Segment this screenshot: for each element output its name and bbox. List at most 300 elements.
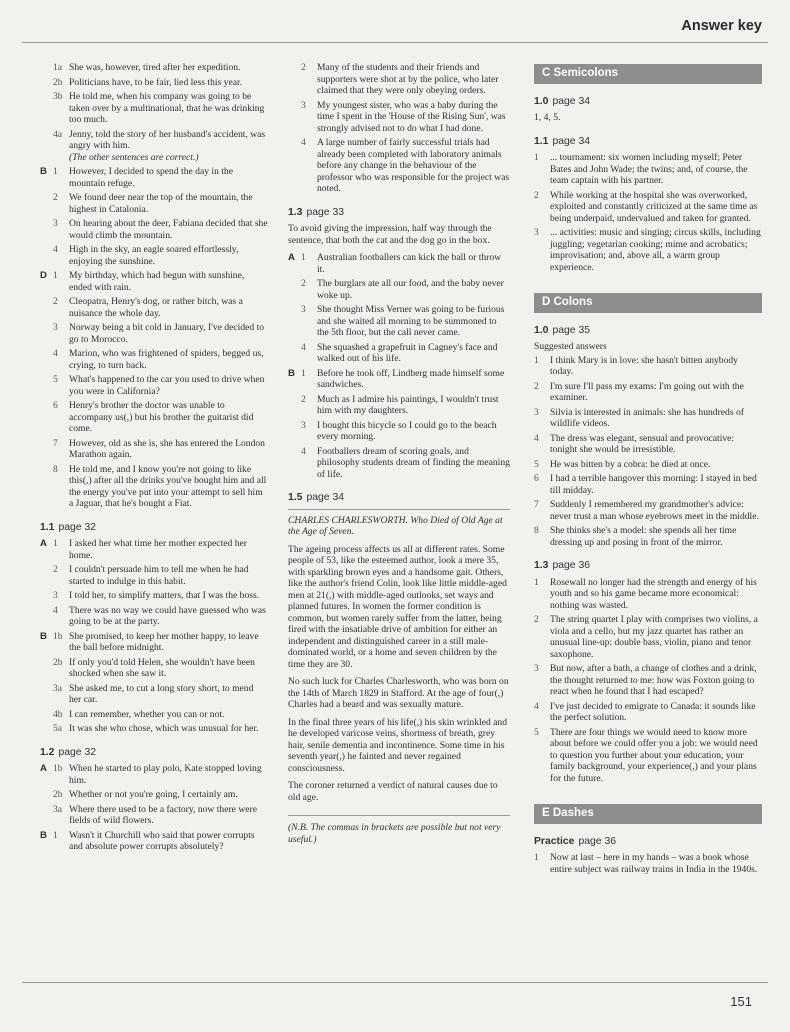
list-item (288, 137, 510, 195)
section-letter: A (40, 763, 47, 774)
section-letter (288, 394, 301, 417)
section-letter: B (40, 166, 47, 177)
list-item (40, 804, 268, 827)
answer-text: 1, 4, 5. (534, 112, 561, 123)
passage-body (288, 544, 510, 804)
item-text-wrap (317, 394, 510, 417)
item-text: However, I decided to spend the day in the mountain refuge. (69, 166, 233, 189)
list-item (40, 77, 268, 89)
list-item (40, 91, 268, 126)
section-letter (40, 605, 53, 628)
item-number: 2 (53, 296, 58, 307)
item-text-wrap (69, 322, 268, 345)
item-number: 2 (53, 192, 58, 203)
section-letter (40, 348, 53, 371)
item-number: 3 (534, 663, 539, 674)
section-letter (288, 304, 301, 339)
item-text: Silvia is interested in animals: she has hundreds of wildlife videos. (550, 406, 744, 429)
item-text: If only you'd told Helen, she wouldn't have been shocked when she saw it. (69, 656, 255, 679)
section-letter: A (288, 252, 295, 263)
list-item (40, 709, 268, 721)
header-divider (22, 42, 768, 43)
item-number: 3 (53, 322, 58, 333)
entry-list-e (534, 852, 762, 875)
section-letter (40, 296, 53, 319)
item-text-wrap (69, 77, 268, 89)
item-text: There are four things we would need to know more about before we could offer you a job: we would need to question you further about your education, your family background, your experience(,) and your plans for the future. (550, 726, 758, 784)
section-letter: B (40, 829, 47, 841)
list-item (40, 400, 268, 435)
item-text: Wasn't it Churchill who said that power corrupts and absolute power corrupts absolutely? (69, 829, 255, 852)
section-bar-semicolons: C Semicolons (534, 64, 762, 84)
item-text: She thought Miss Verner was going to be furious and she waited all morning to be summoned to the 5th floor, but the call never came. (317, 304, 505, 338)
list-item (40, 322, 268, 345)
item-number: 6 (534, 473, 539, 484)
item-text-wrap (550, 433, 762, 456)
list-item (40, 270, 268, 293)
section-heading-d-1-3: 1.3 page 36 (534, 560, 591, 571)
passage-paragraph: The coroner returned a verdict of natural causes due to old age. (288, 780, 498, 803)
item-number: 4 (534, 700, 539, 712)
column-2 (288, 62, 510, 845)
item-text: I'm sure I'll pass my exams: I'm going out with the examiner. (550, 380, 744, 403)
item-text: High in the sky, an eagle soared effortlessly, enjoying the sunshine. (69, 244, 239, 267)
item-text-wrap (69, 804, 268, 827)
entry-list-1-1 (40, 538, 268, 735)
item-text-wrap (69, 789, 268, 801)
item-text: There was no way we could have guessed who was going to be at the party. (69, 604, 266, 627)
section-heading-1-5: 1.5 page 34 (288, 492, 345, 503)
section-letter (40, 77, 53, 89)
item-number: 1a (53, 62, 63, 73)
list-item (40, 789, 268, 801)
item-text-wrap (317, 252, 510, 275)
item-text-wrap (550, 407, 762, 430)
item-text: Where there used to be a factory, now there were fields of wild flowers. (69, 803, 257, 826)
item-number: 4b (53, 708, 63, 720)
item-number: 5 (53, 374, 58, 385)
item-number: 2b (53, 76, 63, 88)
item-number: 1 (534, 852, 539, 863)
item-text-wrap (69, 218, 268, 241)
item-text-wrap (69, 129, 268, 164)
item-text-wrap (69, 564, 268, 587)
item-note: (The other sentences are correct.) (69, 151, 199, 163)
item-number: 1 (53, 166, 58, 177)
section-letter (40, 374, 53, 397)
item-text-wrap (69, 192, 268, 215)
item-number: 1 (53, 829, 58, 841)
item-number: 4 (301, 137, 306, 148)
list-item (288, 342, 510, 365)
item-number: 1b (53, 630, 63, 642)
page-header-title: Answer key (681, 18, 762, 34)
list-item (288, 304, 510, 339)
item-text: She thinks she's a model: she spends all her time dressing up and posing in front of the mirror. (550, 525, 737, 548)
section-heading-d-1-0: 1.0 page 35 (534, 324, 591, 336)
item-text-wrap (69, 438, 268, 461)
item-text-wrap (69, 464, 268, 510)
section-letter (288, 420, 301, 443)
section-letter (40, 804, 53, 827)
section-letter (40, 709, 53, 721)
list-item (40, 374, 268, 397)
list-item (40, 62, 268, 74)
item-text-wrap (550, 473, 762, 496)
item-text-wrap (550, 663, 762, 698)
item-text: My birthday, which had begun with sunshine, ended with rain. (69, 270, 245, 293)
item-text: Cleopatra, Henry's dog, or rather bitch, was a nuisance the whole day. (69, 296, 243, 319)
item-number: 1 (534, 576, 539, 588)
item-text: I can remember, whether you can or not. (69, 708, 225, 720)
item-text-wrap (550, 152, 762, 187)
item-number: 1 (53, 270, 58, 281)
list-item (40, 129, 268, 164)
entry-list-1-2 (40, 763, 268, 853)
item-text-wrap (317, 278, 510, 301)
section-letter: B (288, 367, 295, 379)
item-text: While working at the hospital she was overworked, exploited and constantly criticized at the same time as being underpaid, undervalued and taken for granted. (550, 189, 758, 224)
item-number: 2 (301, 278, 306, 289)
item-text-wrap (550, 701, 762, 724)
item-text-wrap (550, 727, 762, 785)
item-text: What's happened to the car you used to drive when you were in California? (69, 374, 265, 397)
section-heading-c-1-1: 1.1 page 34 (534, 135, 591, 147)
item-number: 2 (301, 393, 306, 405)
list-item (534, 381, 762, 404)
item-text-wrap (69, 605, 268, 628)
entry-list-d-1-0 (534, 355, 762, 549)
entry-list-c-1-1 (534, 152, 762, 273)
item-text: I think Mary is in love: she hasn't bitten anybody today. (550, 354, 738, 377)
item-text-wrap (317, 100, 510, 135)
list-item (40, 605, 268, 628)
passage-paragraph: The ageing process affects us all at different rates. Some people of 53, like the esteemed author, look a mere 35, with sparkling brown eyes and a handsome gait. Others, like the author's friend Colin, look like little middle-aged men at 21(,) with middle-aged outlooks, set ways and planned futures. In women the former condition is common, but women rarely suffer from the latter, being fired with the insatiable drive of ambition for either an independent and distinguished career in a still male-dominated world, or a home and seven children by the time they are 30. (288, 543, 507, 670)
section-letter (40, 438, 53, 461)
list-item (534, 433, 762, 456)
list-item (40, 538, 268, 561)
list-item (534, 852, 762, 875)
item-text: Suddenly I remembered my grandmother's advice: never trust a man whose eyebrows meet in the middle. (550, 499, 759, 522)
list-item (40, 683, 268, 706)
section-letter (40, 464, 53, 510)
list-item (534, 614, 762, 660)
list-item (288, 278, 510, 301)
section-letter: B (40, 630, 47, 642)
section-heading-1-3: 1.3 page 33 (288, 206, 345, 218)
item-text: I had a terrible hangover this morning: I stayed in bed till midday. (550, 473, 757, 496)
item-number: 3b (53, 91, 63, 102)
item-number: 2 (534, 614, 539, 625)
item-text: We found deer near the top of the mountain, the highest in Catalonia. (69, 192, 253, 215)
item-text: Australian footballers can kick the ball or throw it. (317, 252, 502, 275)
item-number: 3 (53, 590, 58, 601)
footer-divider (22, 982, 768, 983)
item-text-wrap (69, 244, 268, 267)
list-item (534, 459, 762, 471)
section-intro: To avoid giving the impression, half way through the sentence, that both the cat and the dog go in the box. (288, 223, 492, 246)
list-item (288, 394, 510, 417)
item-number: 4a (53, 128, 63, 140)
item-number: 4 (534, 432, 539, 444)
section-letter: A (40, 538, 47, 549)
section-letter: D (40, 270, 47, 281)
list-item (534, 407, 762, 430)
list-item (40, 438, 268, 461)
item-text: Before he took off, Lindberg made himself some sandwiches. (317, 367, 505, 390)
item-text-wrap (550, 852, 762, 875)
list-item (534, 473, 762, 496)
item-text-wrap (69, 683, 268, 706)
section-letter (40, 322, 53, 345)
item-text: It was she who chose, which was unusual for her. (69, 723, 259, 734)
item-text-wrap (550, 614, 762, 660)
item-text: I bought this bicycle so I could go to the beach every morning. (317, 419, 497, 442)
item-text: Marion, who was frightened of spiders, begged us, crying, to turn back. (69, 348, 264, 371)
item-number: 3a (53, 682, 63, 694)
item-text: Much as I admire his paintings, I wouldn't trust him with my daughters. (317, 393, 499, 416)
item-text: ... tournament: six women including myself; Peter Bates and John Wade; the twins; and, of course, the team captain with his partner. (550, 152, 748, 186)
item-text: The string quartet I play with comprises two violins, a viola and a cello, but my jazz quartet has rather an unusual line-up: double bass, violin, piano and tenor saxophone. (550, 614, 758, 660)
entry-list-1-3 (288, 252, 510, 480)
item-text-wrap (69, 830, 268, 853)
item-text: She squashed a grapefruit in Cagney's face and walked out of his life. (317, 341, 498, 364)
item-text-wrap (69, 538, 268, 561)
item-text: Many of the students and their friends and supporters were shot at by the police, who later claimed that they were only obeying orders. (317, 62, 499, 96)
section-heading-1-1: 1.1 page 32 (40, 521, 97, 533)
section-letter (40, 590, 53, 602)
item-number: 3 (301, 419, 306, 431)
item-text-wrap (550, 577, 762, 612)
entry-list-top (40, 62, 268, 510)
item-text: The dress was elegant, sensual and provocative: tonight she would be irresistible. (550, 432, 735, 455)
item-text-wrap (69, 91, 268, 126)
item-text-wrap (69, 709, 268, 721)
item-text: He was bitten by a cobra: he died at once. (550, 458, 711, 470)
item-text-wrap (69, 166, 268, 189)
item-text: But now, after a bath, a change of clothes and a drink, the thought returned to me: how was Foxton going to react when he found that I had escaped? (550, 663, 757, 697)
item-text-wrap (550, 227, 762, 273)
list-item (288, 420, 510, 443)
item-text: Footballers dream of scoring goals, and philosophy students dream of finding the meaning of life. (317, 445, 510, 480)
list-item (534, 499, 762, 522)
list-item (40, 464, 268, 510)
item-number: 4 (53, 348, 58, 359)
item-text: I told her, to simplify matters, that I was the boss. (69, 590, 260, 601)
item-text-wrap (69, 62, 268, 74)
item-number: 3 (301, 99, 306, 111)
suggested-answers-label: Suggested answers (534, 341, 607, 352)
list-item (40, 348, 268, 371)
item-text: He told me, when his company was going to be taken over by a multinational, that he was drinking too much. (69, 91, 265, 125)
item-text: On hearing about the deer, Fabiana decided that she would climb the mountain. (69, 218, 268, 241)
item-number: 1 (53, 538, 58, 549)
item-number: 1 (534, 152, 539, 163)
item-text: ... activities: music and singing; circus skills, including juggling; vegetarian cooking; mime and acrobatics; improvisation; and, above all, a warm group experience. (550, 227, 761, 273)
item-text: He told me, and I know you're not going to like this(,) after all the drinks you've bought him and all the energy you've put into your attempt to sell him a Jaguar, that he's bought a Fiat. (69, 463, 267, 509)
item-text-wrap (69, 270, 268, 293)
item-number: 4 (53, 604, 58, 616)
item-text: Henry's brother the doctor was unable to accompany us(,) but his brother the guitarist did come. (69, 400, 254, 434)
list-item (534, 525, 762, 548)
item-number: 8 (534, 525, 539, 536)
list-item (40, 631, 268, 654)
item-number: 4 (301, 341, 306, 353)
section-letter (40, 218, 53, 241)
section-letter (40, 91, 53, 126)
list-item (288, 252, 510, 275)
item-number: 2 (301, 62, 306, 73)
section-letter (288, 100, 301, 135)
item-number: 1 (534, 354, 539, 366)
section-letter (40, 723, 53, 735)
section-bar-dashes: E Dashes (534, 804, 762, 824)
section-letter (40, 657, 53, 680)
item-text-wrap (69, 296, 268, 319)
item-text-wrap (317, 62, 510, 97)
list-item (40, 657, 268, 680)
item-number: 2b (53, 789, 63, 800)
list-item (288, 62, 510, 97)
item-text: She asked me, to cut a long story short, to mend her car. (69, 682, 254, 705)
section-bar-colons: D Colons (534, 293, 762, 313)
item-text: Jenny, told the story of her husband's accident, was angry with him. (69, 128, 266, 151)
item-text: Rosewall no longer had the strength and energy of his youth and so his game became more economical: nothing was wasted. (550, 576, 757, 611)
section-letter (288, 446, 301, 481)
item-text-wrap (69, 631, 268, 654)
section-letter (40, 244, 53, 267)
item-text: She promised, to keep her mother happy, to leave the ball before midnight. (69, 630, 259, 653)
list-item (534, 727, 762, 785)
list-item (534, 577, 762, 612)
item-text: I asked her what time her mother expected her home. (69, 538, 247, 561)
item-text-wrap (317, 368, 510, 391)
item-text-wrap (550, 381, 762, 404)
item-number: 6 (53, 400, 58, 411)
section-letter (40, 129, 53, 164)
list-item (288, 100, 510, 135)
item-text-wrap (69, 763, 268, 786)
item-number: 3 (534, 406, 539, 418)
item-text: My youngest sister, who was a baby during the time I spent in the 'House of the Rising Sun', was strongly advised not to do what I had done. (317, 99, 506, 134)
list-item (40, 244, 268, 267)
item-number: 1 (301, 252, 306, 263)
section-letter (288, 62, 301, 97)
item-text: Now at last – here in my hands – was a book whose entire subject was railway trains in India in the 1940s. (550, 852, 758, 875)
list-item (40, 564, 268, 587)
entry-list-d-1-3 (534, 577, 762, 785)
item-text: However, old as she is, she has entered the London Marathon again. (69, 437, 265, 460)
item-text-wrap (550, 459, 762, 471)
item-text-wrap (317, 420, 510, 443)
column-3 (534, 62, 762, 878)
item-number: 1b (53, 763, 63, 774)
item-text-wrap (69, 590, 268, 602)
item-number: 2 (534, 189, 539, 201)
item-number: 3 (53, 218, 58, 229)
section-letter (288, 278, 301, 301)
item-number: 5 (534, 458, 539, 470)
list-item (40, 296, 268, 319)
section-letter (40, 564, 53, 587)
item-number: 5 (534, 726, 539, 738)
item-text: A large number of fairly successful trials had already been completed with laboratory animals before any change in the behaviour of the professor who was responsible for the project was noted. (317, 137, 510, 194)
item-text-wrap (317, 342, 510, 365)
item-number: 7 (53, 437, 58, 449)
item-number: 2 (53, 564, 58, 575)
section-letter (40, 789, 53, 801)
item-text-wrap (550, 499, 762, 522)
list-item (40, 192, 268, 215)
item-text: Norway being a bit cold in January, I've decided to go to Morocco. (69, 322, 265, 345)
item-text-wrap (550, 190, 762, 225)
item-text-wrap (69, 400, 268, 435)
item-text: Politicians have, to be fair, lied less this year. (69, 76, 243, 88)
list-item (40, 763, 268, 786)
item-text-wrap (550, 355, 762, 378)
item-number: 3 (534, 227, 539, 238)
passage-note: (N.B. The commas in brackets are possible but not very useful.) (288, 822, 501, 845)
item-number: 2 (534, 380, 539, 392)
page-number: 151 (730, 994, 752, 1009)
item-number: 8 (53, 463, 58, 475)
section-heading-c-1-0: 1.0 page 34 (534, 95, 591, 107)
list-item (534, 663, 762, 698)
passage-title: CHARLES CHARLESWORTH. Who Died of Old Age at the Age of Seven. (288, 514, 503, 537)
item-number: 4 (53, 244, 58, 255)
list-item (534, 227, 762, 273)
list-item (288, 368, 510, 391)
item-number: 7 (534, 499, 539, 510)
passage-box (288, 509, 510, 817)
section-letter (40, 400, 53, 435)
list-item (40, 590, 268, 602)
item-number: 4 (301, 445, 306, 457)
item-text: When he started to play polo, Kate stopped loving him. (69, 763, 262, 786)
passage-paragraph: No such luck for Charles Charlesworth, who was born on the 14th of March 1829 in Stafford. At the age of four(,) Charles had a beard and was sexually mature. (288, 676, 509, 710)
list-item (534, 190, 762, 225)
item-text-wrap (69, 348, 268, 371)
item-number: 1 (301, 367, 306, 379)
list-item (40, 218, 268, 241)
item-text-wrap (550, 525, 762, 548)
list-item (40, 166, 268, 189)
item-number: 5a (53, 723, 63, 734)
section-letter (288, 137, 301, 195)
passage-paragraph: In the final three years of his life(,) his skin wrinkled and he developed varicose veins, shortness of breath, grey hair, senile dementia and incontinence. Some time in his seventh year(,) he fainted and never regained consciousness. (288, 716, 507, 774)
item-text-wrap (317, 304, 510, 339)
list-item (40, 723, 268, 735)
item-text-wrap (317, 446, 510, 481)
item-number: 3 (301, 304, 306, 315)
item-text-wrap (69, 374, 268, 397)
item-text: I've just decided to emigrate to Canada: it sounds like the perfect solution. (550, 700, 756, 723)
section-letter (288, 342, 301, 365)
section-heading-practice: Practice page 36 (534, 835, 616, 847)
column-1 (40, 62, 268, 856)
section-letter (40, 62, 53, 74)
item-text-wrap (317, 137, 510, 195)
item-number: 3a (53, 803, 63, 815)
section-heading-1-2: 1.2 page 32 (40, 746, 97, 758)
item-text-wrap (69, 657, 268, 680)
item-number: 2b (53, 656, 63, 668)
item-text-wrap (69, 723, 268, 735)
item-text: I couldn't persuade him to tell me when he had started to indulge in this habit. (69, 564, 249, 587)
section-letter (40, 683, 53, 706)
list-item (534, 701, 762, 724)
item-text: The burglars ate all our food, and the baby never woke up. (317, 278, 504, 301)
